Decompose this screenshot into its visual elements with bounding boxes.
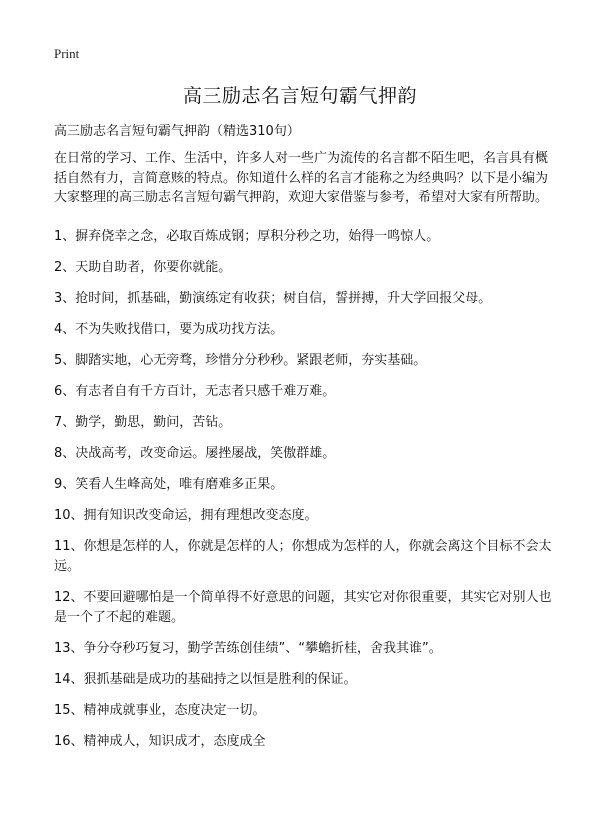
quote-item: 13、争分夺秒巧复习，勤学苦练创佳绩”、“攀蟾折桂，舍我其谁”。 — [54, 641, 442, 656]
quote-item: 4、不为失败找借口，要为成功找方法。 — [54, 322, 284, 337]
quote-item: 11、你想是怎样的人，你就是怎样的人；你想成为怎样的人，你就会离这个目标不会太远。 — [54, 539, 552, 574]
quote-item: 9、笑看人生峰高处，唯有磨难多正果。 — [54, 477, 284, 492]
quote-item: 12、不要回避哪怕是一个简单得不好意思的问题，其实它对你很重要，其实它对别人也是一个了不起的难题。 — [54, 590, 552, 625]
quote-item: 5、脚踏实地，心无旁骛，珍惜分分秒秒。紧跟老师，夯实基础。 — [54, 353, 427, 368]
quote-item: 3、抢时间，抓基础，勤演练定有收获；树自信，誓拼搏，升大学回报父母。 — [54, 291, 492, 306]
quote-item: 14、狠抓基础是成功的基础持之以恒是胜利的保证。 — [54, 672, 357, 687]
quote-item: 6、有志者自有千方百计，无志者只感千难万难。 — [54, 384, 336, 399]
print-link[interactable]: Print — [54, 46, 80, 61]
quote-item: 7、勤学，勤思，勤问，苦钻。 — [54, 415, 232, 430]
quote-item: 1、摒弃侥幸之念，必取百炼成钢；厚积分秒之功，始得一鸣惊人。 — [54, 229, 440, 244]
page-title: 高三励志名言短句霸气押韵 — [182, 85, 417, 107]
intro-paragraph: 在日常的学习、工作、生活中，许多人对一些广为流传的名言都不陌生吧，名言具有概括自然有力，言简意赅的特点。你知道什么样的名言才能称之为经典吗？以下是小编为大家整理的高三励志名言短句霸气押韵，欢迎大家借鉴与参考，希望对大家有所帮助。 — [54, 151, 549, 205]
quote-list — [54, 227, 554, 763]
quote-item: 10、拥有知识改变命运，拥有理想改变态度。 — [54, 508, 318, 523]
quote-item: 15、精神成就事业，态度决定一切。 — [54, 703, 266, 718]
page-subtitle: 高三励志名言短句霸气押韵（精选310句） — [54, 124, 300, 139]
quote-item: 8、决战高考，改变命运。屡挫屡战，笑傲群雄。 — [54, 446, 336, 461]
quote-item: 16、精神成人，知识成才，态度成全 — [54, 734, 266, 749]
quote-item: 2、天助自助者，你要你就能。 — [54, 260, 232, 275]
